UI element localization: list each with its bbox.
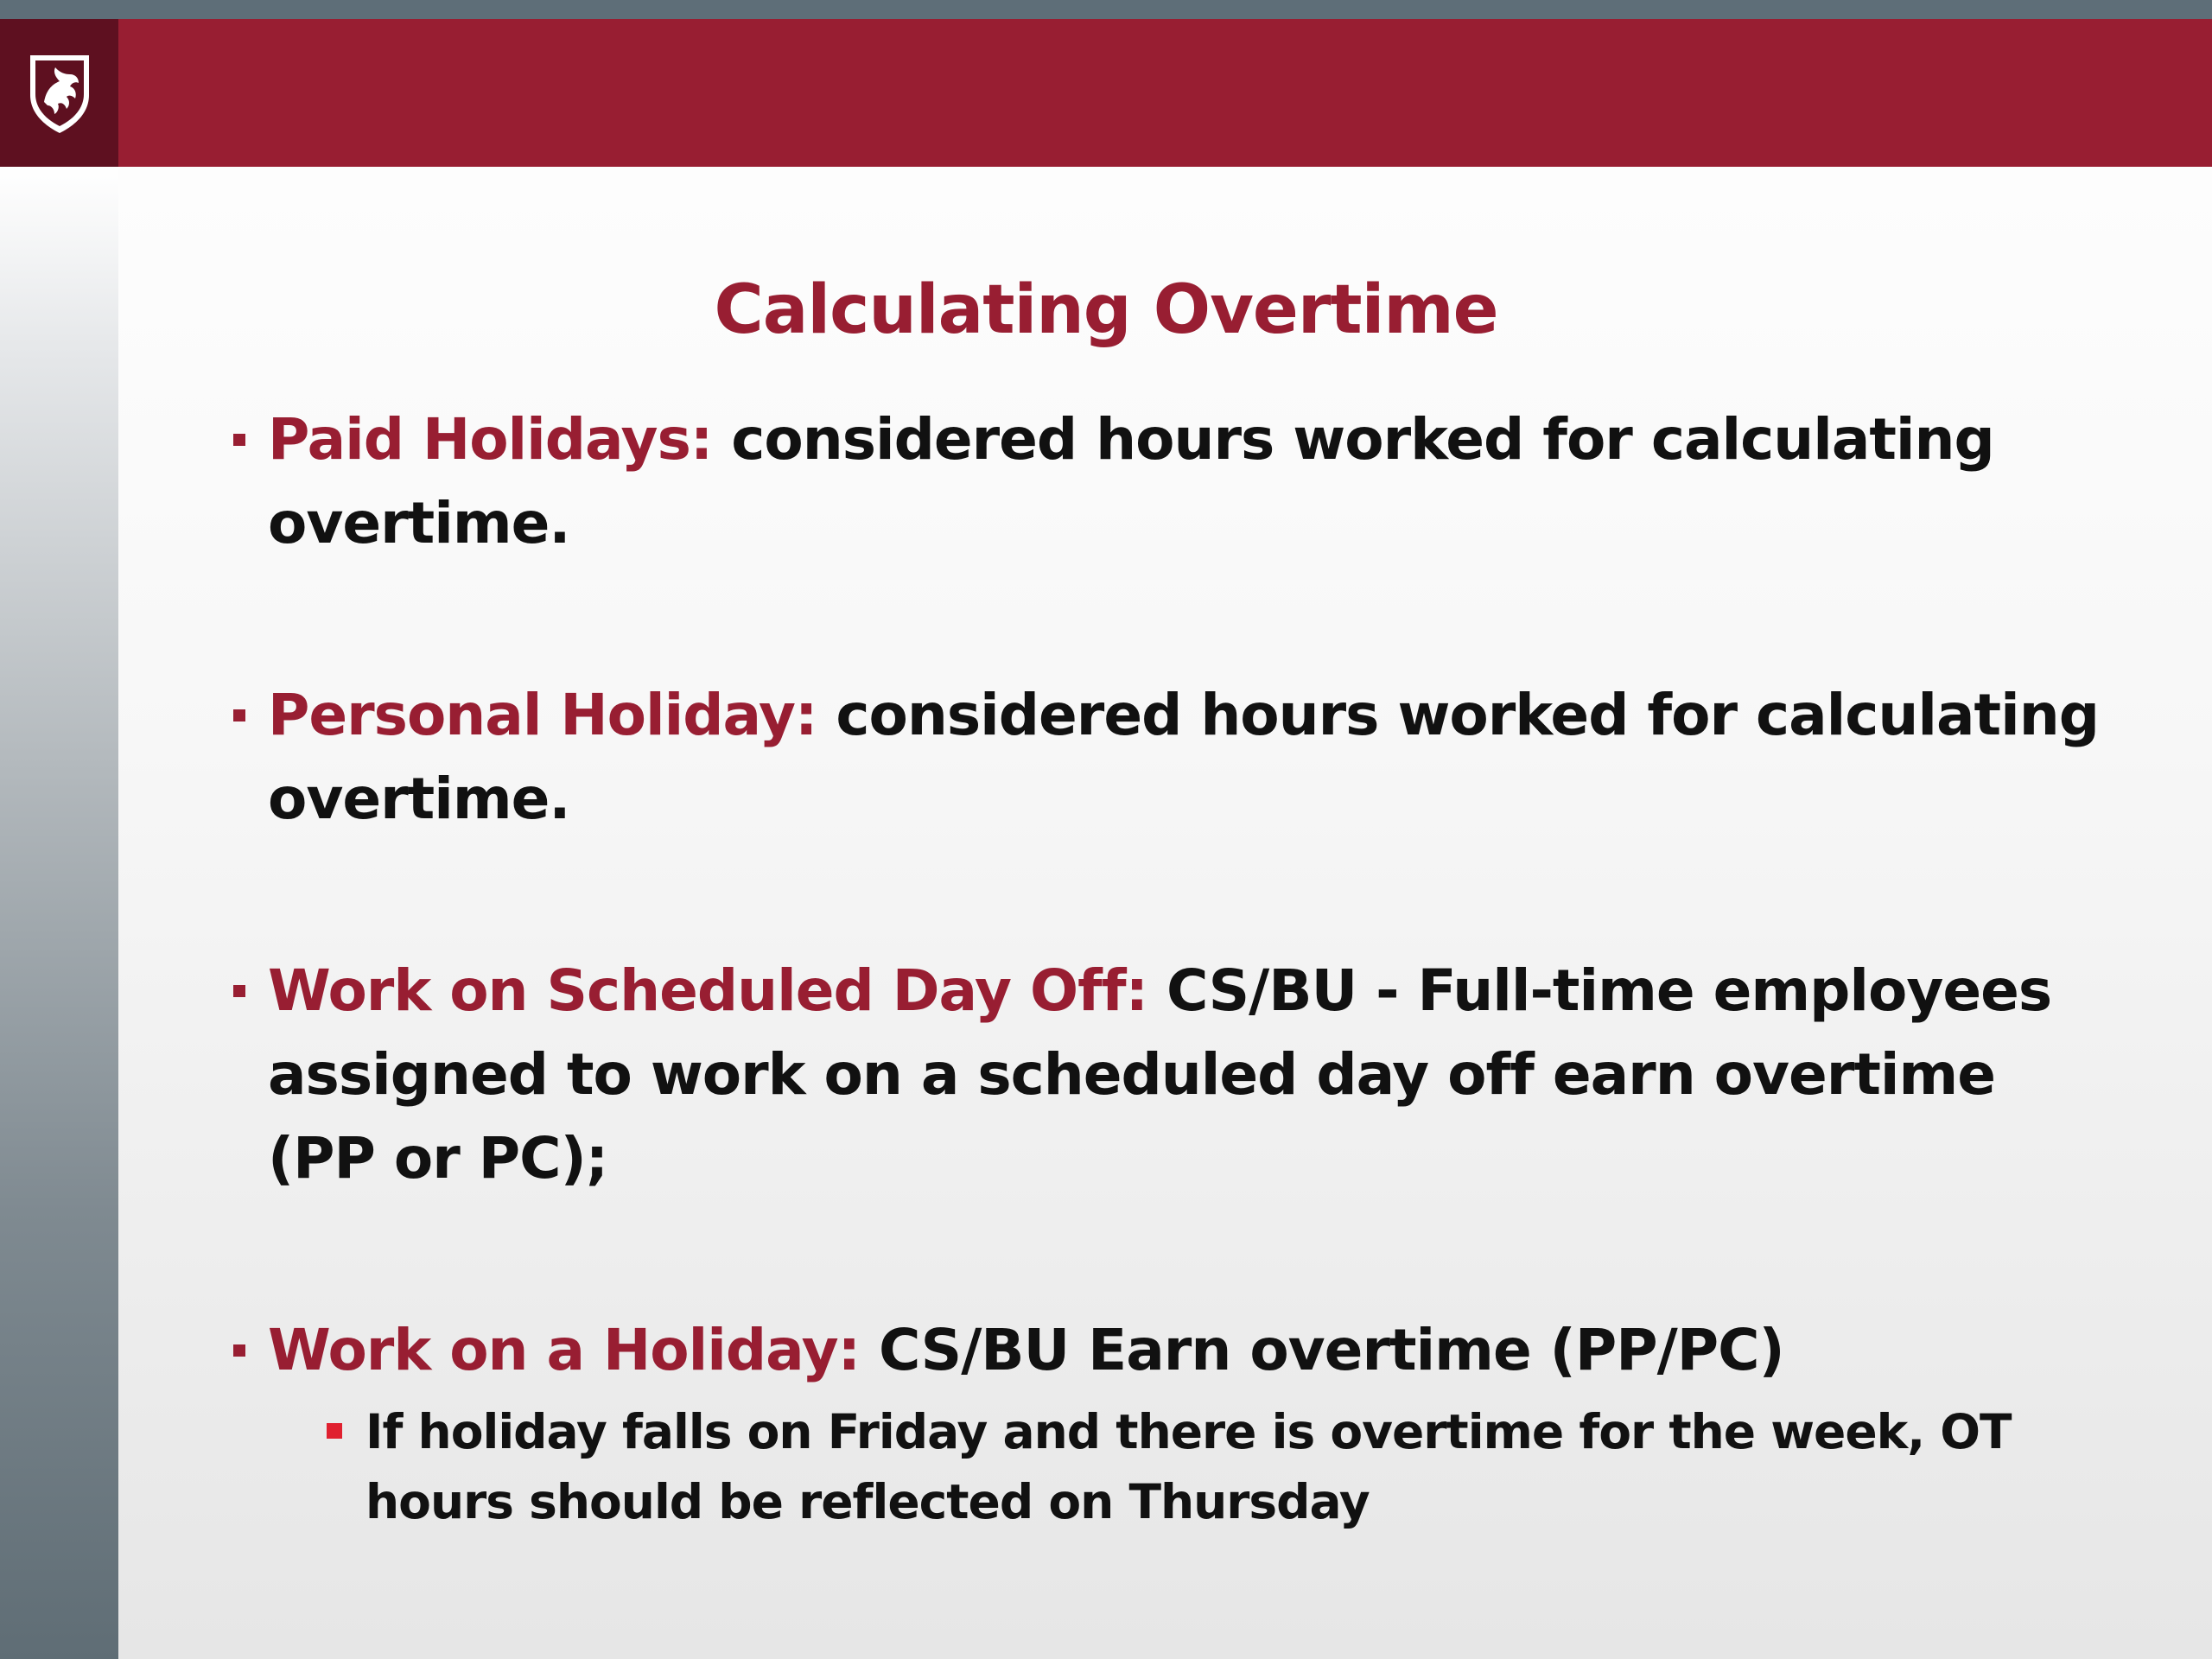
sub-bullet-friday-holiday	[327, 1397, 2102, 1537]
bullet-label: Paid Holidays:	[268, 406, 713, 473]
bullet-marker	[233, 434, 245, 446]
bullet-work-on-holiday	[229, 1308, 2113, 1537]
header-bar	[0, 19, 2212, 167]
bullet-text: CS/BU - Full-time employees assigned to work on a scheduled day off earn overtime (PP or PC);	[268, 957, 2052, 1192]
bullet-text: considered hours worked for calculating overtime.	[268, 682, 2099, 832]
bullet-label: Personal Holiday:	[268, 682, 817, 748]
left-rail	[0, 167, 118, 1659]
bullet-marker	[233, 709, 245, 721]
logo-box	[0, 19, 118, 167]
bullet-work-scheduled-day-off	[229, 949, 2113, 1200]
sub-bullet-text: If holiday falls on Friday and there is overtime for the week, OT hours should be reflected on Thursday	[365, 1404, 2012, 1529]
bullet-paid-holidays	[229, 397, 2113, 565]
bullet-text: CS/BU Earn overtime (PP/PC)	[860, 1317, 1784, 1383]
wsu-cougar-shield-icon	[27, 52, 92, 135]
bullet-marker	[233, 985, 245, 997]
bullet-label: Work on Scheduled Day Off:	[268, 957, 1147, 1024]
top-strip	[0, 0, 2212, 19]
bullet-marker	[233, 1344, 245, 1357]
sub-bullet-marker	[327, 1423, 342, 1439]
bullet-personal-holiday	[229, 673, 2113, 841]
bullet-text: considered hours worked for calculating overtime.	[268, 406, 1994, 556]
bullet-list	[229, 397, 2113, 1537]
slide-title: Calculating Overtime	[714, 271, 1498, 350]
bullet-label: Work on a Holiday:	[268, 1317, 861, 1383]
